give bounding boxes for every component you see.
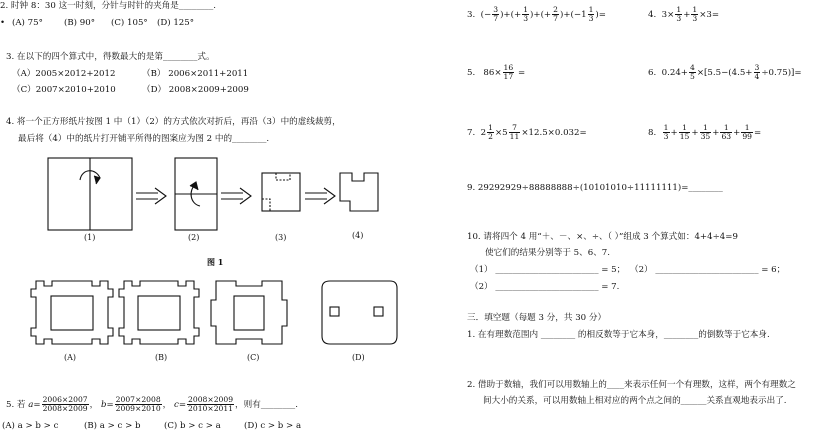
fig2-label-d: (D) (352, 353, 365, 362)
section3-title: 三．填空题（每题 3 分，共 30 分） (467, 313, 607, 323)
q2-option-a: (A) 75° (12, 18, 43, 28)
fig2-option-b-hole (138, 296, 180, 330)
q5-stem: 5. 若 a= $\frac{2006\times 2007}{2008\times 2009}$ ， b= $\frac{2007\times 2008}{2009\times 2010}$ ， c= $\frac{2008\times 2009}{2010\times 2011}$ ，则有________. (6, 395, 298, 413)
fig1-label-4: (4) (352, 231, 364, 240)
r-q10-answer-3: （2） ________________________ = 7. (470, 282, 620, 292)
fig2-option-a-shape (31, 281, 113, 344)
fig1-label-3: (3) (275, 233, 287, 242)
fig2-option-b-shape (119, 281, 199, 344)
q5-option-b: (B) a > c > b (84, 421, 141, 431)
q3-option-a: （A）2005×2012+2012 (12, 69, 116, 79)
fig1-piece-4 (340, 173, 378, 211)
fig2-option-d-hole-left (330, 307, 339, 316)
fig1-step-arrow-3 (305, 188, 335, 204)
q5-fraction-b: $\frac{2007\times 2008}{2009\times 2010}$ (115, 395, 161, 413)
margin-dot: • (0, 18, 6, 28)
r-q10-line2: 使它们的结果分别等于 5、6、7. (485, 248, 610, 258)
fig2-label-b: (B) (155, 353, 168, 362)
r-q10-answer-2: （2） ________________________ = 6； (630, 265, 786, 275)
r-q9: 9. 29292929÷88888888÷(10101010÷11111111)=________ (467, 183, 723, 193)
r-q3: 3. (− $\frac{3}{7}$ )+(+ $\frac{1}{3}$ )+(+ $\frac{2}{7}$ )+(−1 $\frac{1}{3}$ )= (467, 5, 606, 23)
q4-line2: 最后将（4）中的纸片打开铺平所得的图案应为图 2 中的________. (18, 134, 270, 144)
fig1-step-arrow-2 (221, 188, 251, 204)
s3-q1: 1. 在有理数范围内 ________ 的相反数等于它本身，________的倒数等于它本身. (467, 330, 770, 340)
q5-option-d: (D) c > b > a (244, 421, 302, 431)
q3-option-c: （C）2007×2010+2010 (12, 85, 116, 95)
fig1-title: 图 1 (207, 257, 224, 267)
fig1-step-arrow-1 (136, 188, 166, 204)
q3-stem: 3. 在以下的四个算式中，得数最大的是第________式。 (6, 52, 215, 62)
r-q4: 4. 3× $\frac{1}{3}$ + $\frac{1}{3}$ ×3= (648, 5, 720, 23)
r-q8: 8. $\frac{1}{3}$ + $\frac{1}{15}$ + $\frac{1}{35}$ + $\frac{1}{63}$ + $\frac{1}{99}$ = (648, 123, 762, 141)
q5-option-a: (A) a > b > c (2, 421, 59, 431)
fig1-label-1: (1) (84, 233, 96, 242)
q5-fraction-a: $\frac{2006\times 2007}{2008\times 2009}$ (42, 395, 88, 413)
r-q5: 5. 86× $\frac{16}{17}$ = (467, 63, 526, 81)
q2-option-d: (D) 125° (157, 18, 195, 28)
fig2-option-c-shape (211, 281, 287, 344)
fig2-option-d-shape (322, 281, 397, 344)
fig2-label-c: (C) (247, 353, 260, 362)
s3-q2-line2: 间大小的关系，可以用数轴上相对应的两个点之间的______关系直观地表示出了. (483, 396, 787, 406)
r-q7: 7. 2 $\frac{1}{2}$ ×5 $\frac{7}{11}$ ×12.5×0.032= (467, 123, 587, 141)
fig2-label-a: (A) (64, 353, 77, 362)
fig2-option-a-hole (51, 296, 93, 330)
fig1-label-2: (2) (188, 233, 200, 242)
q2-stem: 2. 时钟 8：30 这一时刻，分针与时针的夹角是________. (0, 1, 216, 11)
fig1-cut-top (276, 173, 290, 180)
r-q10-answer-1: （1） ________________________ = 5； (470, 265, 626, 275)
fig1-square-3 (262, 173, 300, 211)
fig2-option-c-hole (234, 296, 264, 330)
r-q6: 6. 0.24+ $\frac{4}{5}$ ×[5.5−(4.5+ $\frac{3}{4}$ ÷0.75)]= (648, 63, 802, 81)
q5-fraction-c: $\frac{2008\times 2009}{2010\times 2011}$ (188, 395, 234, 413)
r-q10-line1: 10. 请将四个 4 用“＋、－、×、÷、（ ）”组成 3 个算式如：4+4÷4=9 (467, 232, 738, 242)
s3-q2-line1: 2. 借助于数轴，我们可以用数轴上的____来表示任何一个有理数，这样，两个有理数之 (467, 380, 796, 390)
q3-option-b: （B） 2006×2011+2011 (142, 69, 249, 79)
q2-option-c: (C) 105° (111, 18, 148, 28)
q5-option-c: (C) b > c > a (164, 421, 221, 431)
fig1-cut-corner (262, 199, 270, 211)
q3-option-d: （D） 2008×2009+2009 (142, 85, 249, 95)
q4-line1: 4. 将一个正方形纸片按图 1 中（1）（2）的方式依次对折后，再沿（3）中的虚线裁剪， (6, 117, 341, 127)
fig2-option-d-hole-right (374, 307, 383, 316)
q2-option-b: (B) 90° (64, 18, 95, 28)
